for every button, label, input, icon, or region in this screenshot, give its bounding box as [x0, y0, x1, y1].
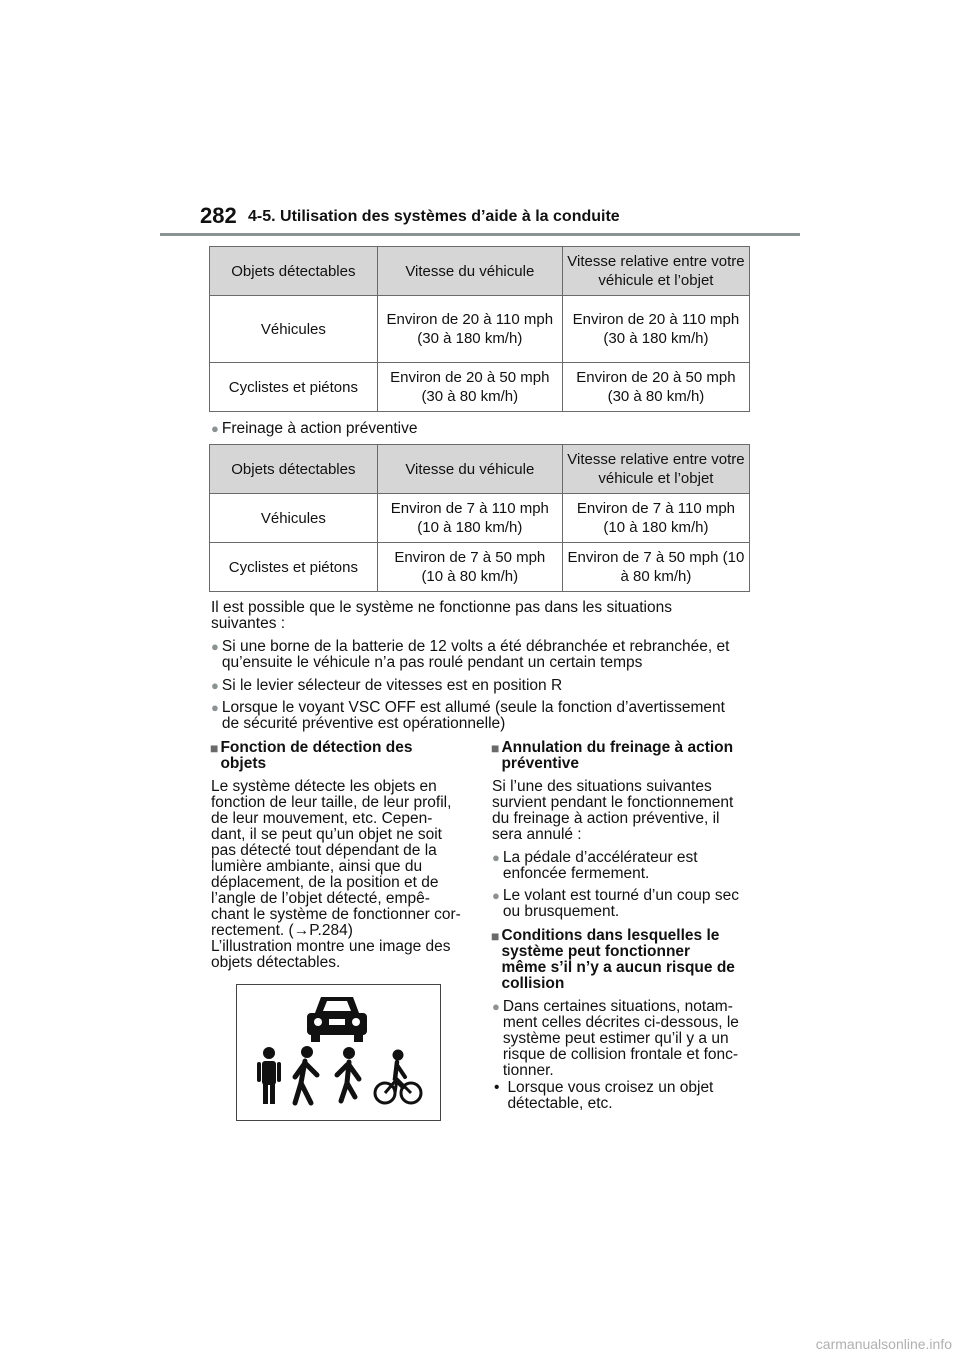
bullet-dot-icon: ● — [211, 421, 219, 436]
table-cell: Cyclistes et piétons — [210, 363, 378, 412]
bullet-dot-icon: ● — [211, 678, 219, 693]
square-bullet-icon: ■ — [491, 928, 500, 944]
speed-table-2 — [209, 444, 750, 592]
table-cell: Environ de 20 à 50 mph (30 à 80 km/h) — [377, 363, 562, 412]
bullet-dot-icon: ● — [492, 999, 500, 1014]
cyclist-icon — [375, 1050, 421, 1104]
bullet-dot-icon: ● — [492, 850, 500, 865]
person-walking-icon — [295, 1046, 317, 1103]
table-row — [210, 296, 750, 363]
table-cell: Environ de 7 à 110 mph (10 à 180 km/h) — [377, 494, 562, 543]
header-rule — [160, 233, 800, 236]
table-cell: Environ de 20 à 110 mph (30 à 180 km/h) — [562, 296, 749, 363]
table-row — [210, 543, 750, 592]
detectable-objects-illustration — [236, 984, 441, 1121]
table-cell: Véhicules — [210, 494, 378, 543]
list-item: ● La pédale d’accélérateur est enfoncée fermement. — [492, 849, 698, 882]
heading-annulation: ■ Annulation du freinage à action préventive — [491, 739, 734, 772]
table-cell: Environ de 7 à 110 mph (10 à 180 km/h) — [562, 494, 749, 543]
table-header: Vitesse relative entre votre véhicule et l’objet — [562, 247, 749, 296]
bullet-small-icon: • — [494, 1079, 500, 1096]
table-header: Vitesse du véhicule — [377, 247, 562, 296]
person-standing-icon — [257, 1047, 281, 1104]
table-cell: Environ de 20 à 50 mph (30 à 80 km/h) — [562, 363, 749, 412]
annulation-body: Si l’une des situations suivantes survient pendant le fonctionnement du freinage à action préventive, il sera annulé : — [492, 778, 734, 843]
detection-body: Le système détecte les objets en fonction de leur taille, de leur profil, de leur mouvement, etc. Cepen- dant, il se peut qu’un objet ne soit pas détecté tout dépendant de la lumière ambiante, ainsi que du déplacement, de la position et de l’angle de l’objet détecté, empê- chant le système de fonctionner cor- rectement. (→P.284) — [211, 778, 461, 939]
heading-detection: ■ Fonction de détection des objets — [210, 739, 413, 772]
table-cell: Environ de 7 à 50 mph (10 à 80 km/h) — [377, 543, 562, 592]
car-icon — [307, 997, 367, 1042]
arrow-right-icon: → — [293, 922, 310, 939]
sub-list-item: • Lorsque vous croisez un objet détectable, etc. — [494, 1079, 714, 1112]
list-item: ● Lorsque le voyant VSC OFF est allumé (seule la fonction d’avertissement de sécurité préventive est opérationnelle) — [211, 699, 725, 732]
intro-text: Il est possible que le système ne fonctionne pas dans les situations suivantes : — [211, 599, 672, 632]
table-cell: Véhicules — [210, 296, 378, 363]
square-bullet-icon: ■ — [210, 740, 219, 756]
table-row — [210, 494, 750, 543]
table-cell: Environ de 20 à 110 mph (30 à 180 km/h) — [377, 296, 562, 363]
heading-conditions: ■ Conditions dans lesquelles le système peut fonctionner même s’il n’y a aucun risque de collision — [491, 927, 735, 992]
bullet-dot-icon: ● — [211, 700, 219, 715]
list-item: ● Si le levier sélecteur de vitesses est en position R — [211, 677, 563, 694]
illustration-caption: L’illustration montre une image des objets détectables. — [211, 938, 451, 971]
table-cell: Cyclistes et piétons — [210, 543, 378, 592]
bullet-dot-icon: ● — [211, 639, 219, 654]
list-item: ● Dans certaines situations, notam- ment celles décrites ci-dessous, le système peut estimer qu’il y a un risque de collision frontale et fonc- tionner. — [492, 998, 739, 1079]
section-title: 4-5. Utilisation des systèmes d’aide à la conduite — [248, 208, 620, 225]
page-number: 282 — [200, 203, 237, 228]
person-child-icon — [337, 1047, 359, 1101]
table-header: Objets détectables — [210, 247, 378, 296]
list-item: ● Le volant est tourné d’un coup sec ou brusquement. — [492, 887, 739, 920]
square-bullet-icon: ■ — [491, 740, 500, 756]
speed-table-1 — [209, 246, 750, 412]
list-item: ● Si une borne de la batterie de 12 volts a été débranchée et rebranchée, et qu’ensuite le véhicule n’a pas roulé pendant un certain temps — [211, 638, 730, 671]
table-header: Vitesse du véhicule — [377, 445, 562, 494]
table-header: Vitesse relative entre votre véhicule et l’objet — [562, 445, 749, 494]
bullet-item: ● Freinage à action préventive — [211, 420, 418, 437]
table-row — [210, 363, 750, 412]
objects-pictogram-icon — [237, 985, 440, 1120]
bullet-dot-icon: ● — [492, 888, 500, 903]
footer-watermark: carmanualsonline.info — [815, 1336, 952, 1352]
table-header: Objets détectables — [210, 445, 378, 494]
table-cell: Environ de 7 à 50 mph (10 à 80 km/h) — [562, 543, 749, 592]
